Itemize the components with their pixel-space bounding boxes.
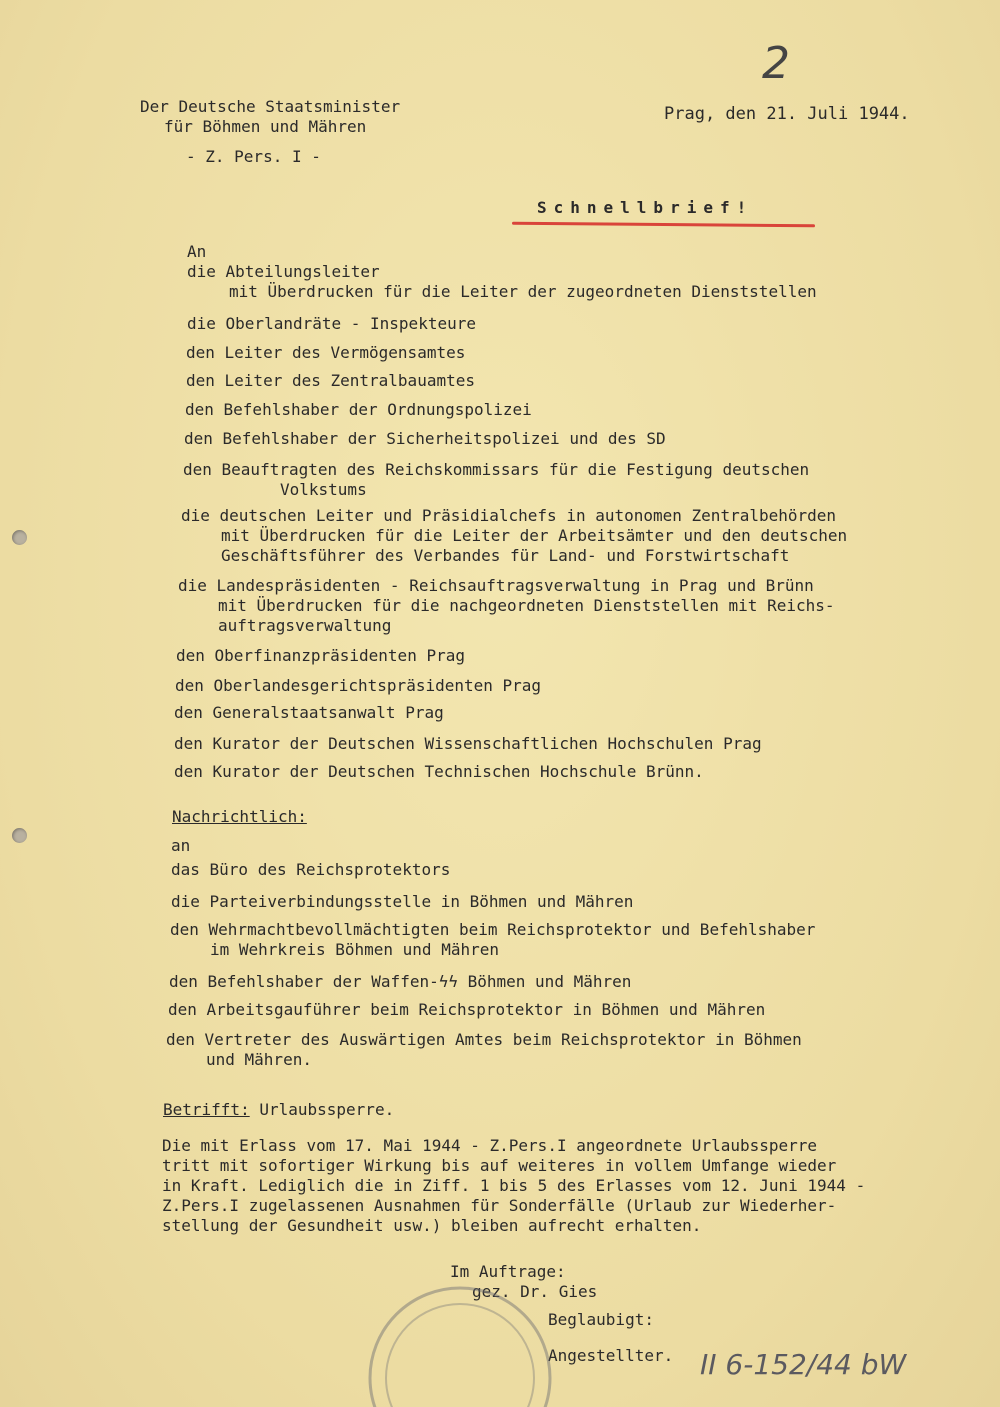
recipient-8-line-1: die deutschen Leiter und Präsidialchefs in autonomen Zentralbehörden	[181, 506, 837, 525]
cc-recipient-6-line-2: und Mähren.	[206, 1050, 312, 1069]
place-date: Prag, den 21. Juli 1944.	[664, 104, 910, 124]
cc-recipient-5: den Arbeitsgauführer beim Reichsprotektor in Böhmen und Mähren	[168, 1000, 766, 1019]
recipient-1	[187, 262, 817, 302]
official-stamp	[360, 1278, 560, 1407]
body-line-5: stellung der Gesundheit usw.) bleiben aufrecht erhalten.	[162, 1216, 702, 1235]
recipient-6: den Befehlshaber der Sicherheitspolizei und des SD	[184, 429, 666, 448]
recipient-9	[178, 576, 835, 636]
recipient-13: den Kurator der Deutschen Wissenschaftlichen Hochschulen Prag	[174, 734, 762, 753]
recipient-9-line-3: auftragsverwaltung	[218, 616, 392, 635]
subject-line	[163, 1100, 394, 1119]
recipient-9-line-1: die Landespräsidenten - Reichsauftragsverwaltung in Prag und Brünn	[178, 576, 814, 595]
body-line-4: Z.Pers.I zugelassenen Ausnahmen für Sonderfälle (Urlaub zur Wiederher-	[162, 1196, 837, 1215]
recipient-4: den Leiter des Zentralbauamtes	[186, 371, 475, 390]
recipient-9-line-2: mit Überdrucken für die nachgeordneten Dienststellen mit Reichs-	[218, 596, 835, 615]
punch-hole-top	[12, 530, 27, 545]
body-line-3: in Kraft. Lediglich die in Ziff. 1 bis 5 des Erlasses vom 12. Juni 1944 -	[162, 1176, 866, 1195]
body-line-2: tritt mit sofortiger Wirkung bis auf weiteres in vollem Umfange wieder	[162, 1156, 837, 1175]
recipient-11: den Oberlandesgerichtspräsidenten Prag	[175, 676, 542, 695]
page-number: 2	[762, 38, 790, 89]
subject-text: Urlaubssperre.	[259, 1100, 395, 1119]
sender-line-2: für Böhmen und Mähren	[164, 117, 367, 136]
archive-mark: II 6-152/44 bW	[700, 1348, 907, 1381]
closing-im-auftrage: Im Auftrage:	[450, 1262, 566, 1281]
sender-reference: - Z. Pers. I -	[186, 147, 321, 166]
recipient-3: den Leiter des Vermögensamtes	[186, 343, 466, 362]
sender-line-1: Der Deutsche Staatsminister	[140, 97, 401, 116]
cc-recipient-6	[166, 1030, 802, 1070]
recipient-8-line-3: Geschäftsführer des Verbandes für Land- und Forstwirtschaft	[221, 546, 790, 565]
recipient-7	[183, 460, 809, 500]
recipient-5: den Befehlshaber der Ordnungspolizei	[185, 400, 532, 419]
cc-recipient-3-line-2: im Wehrkreis Böhmen und Mähren	[210, 940, 499, 959]
cc-intro: an	[171, 836, 191, 855]
closing-signed: gez. Dr. Gies	[472, 1282, 598, 1301]
cc-recipient-6-line-1: den Vertreter des Auswärtigen Amtes beim Reichsprotektor in Böhmen	[166, 1030, 802, 1049]
cc-recipient-1: das Büro des Reichsprotektors	[171, 860, 451, 879]
recipient-8	[181, 506, 847, 566]
recipient-7-line-1: den Beauftragten des Reichskommissars für die Festigung deutschen	[183, 460, 810, 479]
closing-beglaubigt: Beglaubigt:	[548, 1310, 654, 1329]
closing-angestellter: Angestellter.	[548, 1346, 674, 1365]
cc-recipient-3-line-1: den Wehrmachtbevollmächtigten beim Reichsprotektor und Befehlshaber	[170, 920, 816, 939]
recipient-1-line-2: mit Überdrucken für die Leiter der zugeordneten Dienststellen	[229, 282, 817, 301]
subject-label: Betrifft:	[163, 1100, 250, 1119]
punch-hole-bottom	[12, 828, 27, 843]
cc-heading: Nachrichtlich:	[172, 807, 307, 826]
cc-recipient-2: die Parteiverbindungsstelle in Böhmen und Mähren	[171, 892, 634, 911]
recipient-7-line-2: Volkstums	[280, 480, 367, 499]
document-title: Schnellbrief!	[537, 198, 754, 217]
recipient-14: den Kurator der Deutschen Technischen Hochschule Brünn.	[174, 762, 704, 781]
recipient-12: den Generalstaatsanwalt Prag	[174, 703, 444, 722]
title-red-underline	[512, 222, 815, 228]
recipient-10: den Oberfinanzpräsidenten Prag	[176, 646, 465, 665]
cc-recipient-4: den Befehlshaber der Waffen-ϟϟ Böhmen und Mähren	[169, 972, 632, 991]
cc-recipient-3	[170, 920, 815, 960]
body-paragraph	[162, 1136, 865, 1236]
body-line-1: Die mit Erlass vom 17. Mai 1944 - Z.Pers.I angeordnete Urlaubssperre	[162, 1136, 818, 1155]
recipient-1-line-1: die Abteilungsleiter	[187, 262, 380, 281]
recipient-2: die Oberlandräte - Inspekteure	[187, 314, 476, 333]
recipients-intro: An	[187, 242, 207, 261]
recipient-8-line-2: mit Überdrucken für die Leiter der Arbeitsämter und den deutschen	[221, 526, 848, 545]
